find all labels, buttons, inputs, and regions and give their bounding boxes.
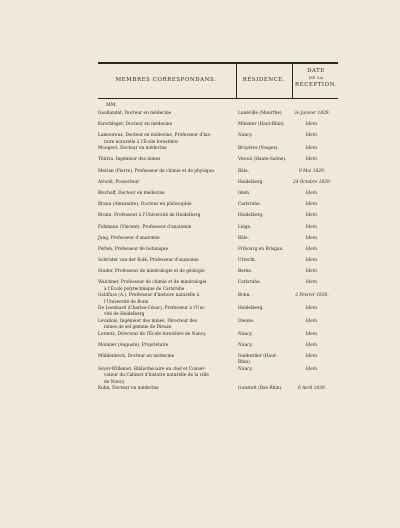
member-residence: Heidelberg. [238, 306, 264, 312]
member-name [98, 306, 234, 319]
table-row [98, 191, 338, 202]
member-name [98, 343, 234, 354]
member-residence: Bruyères (Vosges). [238, 146, 279, 152]
header-date-line1: DATE [307, 68, 325, 74]
member-name-text: Monnier (Auguste), Propriétaire [98, 342, 169, 348]
member-residence: Idem. [238, 190, 251, 196]
member-residence: Nancy. [238, 366, 253, 372]
member-residence: Nancy. [238, 133, 253, 139]
table-row [98, 111, 338, 122]
member-name [98, 280, 234, 293]
member-name-text: Levallois, Ingénieur des mines, Directeur des [98, 318, 198, 324]
reception-date: Idem. [305, 213, 319, 219]
reception-date: 9 Mai 1829. [298, 168, 326, 174]
member-name-continuation: l'Université de Bonn [104, 299, 149, 305]
table-row [98, 386, 338, 397]
member-name-text: Mougeot, Docteur en médecine [98, 146, 167, 152]
member-residence: Dieuze. [238, 318, 255, 324]
member-name-continuation: vateur du Cabinet d'histoire naturelle de la ville [104, 373, 209, 379]
member-name [98, 319, 234, 332]
table-row [98, 180, 338, 191]
header-divider-1 [236, 64, 237, 98]
member-name-text: Studer, Professeur de minéralogie et de géologie [98, 269, 205, 275]
member-residence: Fribourg en Brisgau. [238, 246, 284, 252]
member-name-text: Merian (Pierre), Professeur de chimie et de physique. [98, 168, 216, 174]
member-residence: Carlsruhe. [238, 280, 261, 286]
member-name-text: Schröder van der Kolk, Professeur d'anatomie [98, 258, 199, 264]
member-name [98, 236, 234, 247]
member-name-text: Jung, Professeur d'anatomie [98, 235, 160, 241]
reception-date: Idem. [305, 331, 319, 337]
reception-date: Idem. [305, 224, 319, 230]
reception-date: Idem. [305, 122, 319, 128]
member-residence: Münster (Haut-Rhin). [238, 122, 285, 128]
member-residence: Bonn. [238, 293, 251, 299]
header-divider-2 [292, 64, 293, 98]
table-row [98, 258, 338, 269]
table-row [98, 354, 338, 367]
member-name-continuation: à l'École polytechnique de Carlsruhe [104, 286, 185, 292]
member-residence: Nancy. [238, 331, 253, 337]
reception-date: Idem. [305, 146, 319, 152]
header-residence: RÉSIDENCE. [242, 77, 286, 83]
header-date-line2: DE LA [308, 74, 324, 80]
table-row [98, 280, 338, 293]
header-date [294, 68, 338, 88]
table-row [98, 367, 338, 386]
table-row [98, 169, 338, 180]
members-table [98, 62, 338, 397]
member-name-text: Mühlenbeck, Docteur en médecine [98, 354, 175, 360]
member-name [98, 258, 234, 269]
member-name [98, 169, 234, 180]
table-row [98, 225, 338, 236]
member-name [98, 122, 234, 133]
member-residence: Heidelberg. [238, 213, 264, 219]
table-row [98, 319, 338, 332]
member-name [98, 180, 234, 191]
table-row [98, 122, 338, 133]
member-name [98, 191, 234, 202]
reception-date: Idem. [305, 269, 319, 275]
table-row [98, 306, 338, 319]
member-residence: Nancy. [238, 342, 253, 348]
table-row [98, 157, 338, 168]
member-name-text: Gaullandot, Docteur en médecine [98, 111, 172, 116]
member-name-text: Braun (Alexandre), Docteur en philosophie [98, 202, 192, 208]
member-name [98, 386, 234, 397]
section-label: MM. [106, 103, 117, 108]
member-name [98, 146, 234, 157]
reception-date: 6 Avril 1830. [298, 386, 326, 392]
member-name-text: Fohmann (Vincent), Professeur d'anatomie [98, 224, 192, 230]
reception-date: Idem. [305, 246, 319, 252]
header-date-line3: RÉCEPTION. [295, 81, 337, 88]
member-name-text: De Leonhard (Charles-César), Professeur à l'Uni- [98, 306, 206, 312]
member-name-text: Walchner, Professeur de chimie et de minéralogie [98, 280, 207, 286]
member-name [98, 269, 234, 280]
member-residence: Gunstett (Bas-Rhin). [238, 386, 283, 392]
reception-date: 2 Février 1830. [295, 293, 329, 299]
reception-date: Idem. [305, 235, 319, 241]
member-name-text: Kuhn, Docteur en médecine [98, 386, 159, 392]
table-row [98, 133, 338, 146]
member-name-text: Soyer-Willemet, Bibliothécaire en chef et Conser- [98, 366, 206, 372]
reception-date: Idem. [305, 190, 319, 196]
table-row [98, 293, 338, 306]
table-row [98, 247, 338, 258]
member-name-text: Bronn, Professeur à l'Université de Heidelberg [98, 213, 201, 219]
member-residence: Bâle. [238, 235, 250, 241]
member-name [98, 247, 234, 258]
member-name [98, 213, 234, 224]
reception-date: Idem. [305, 202, 319, 208]
member-name-continuation: toire naturelle à l'École forestière [104, 139, 178, 145]
member-name-continuation: vité de Heidelberg [104, 312, 145, 318]
member-name-text: Perleb, Professeur de botanique [98, 246, 168, 252]
member-name [98, 293, 234, 306]
member-name [98, 133, 234, 146]
member-residence: Guebwiller (Haut-Rhin). [238, 354, 278, 366]
reception-date: Idem. [305, 280, 319, 286]
reception-date: Idem. [305, 258, 319, 264]
table-row [98, 146, 338, 157]
member-residence: Carlsruhe. [238, 202, 261, 208]
member-name [98, 157, 234, 168]
member-name [98, 111, 234, 122]
member-name-continuation: de Nancy [104, 379, 125, 385]
reception-date: Idem. [305, 318, 319, 324]
table-body [98, 111, 338, 397]
member-residence: Lunéville (Meurthe). [238, 111, 283, 116]
member-name [98, 367, 234, 386]
member-residence: Bâle. [238, 168, 250, 174]
header-members: MEMBRES CORRESPONDANS. [115, 77, 217, 83]
reception-date: Idem. [305, 366, 319, 372]
table-header [98, 64, 338, 99]
member-residence: Utrecht. [238, 258, 257, 264]
reception-date: Idem. [305, 157, 319, 163]
table-row [98, 343, 338, 354]
member-name-text: Arnold, Prosecteur [98, 179, 140, 185]
table-row [98, 213, 338, 224]
member-residence: Heidelberg. [238, 179, 264, 185]
member-residence: Berne. [238, 269, 253, 275]
table-row [98, 269, 338, 280]
reception-date: Idem. [305, 354, 319, 360]
reception-date: 24 Octobre 1829. [292, 179, 332, 185]
table-row [98, 332, 338, 343]
member-name [98, 225, 234, 236]
member-residence: Vesoul (Haute-Saône). [238, 157, 287, 163]
reception-date: 3o Janvier 1829. [294, 111, 330, 116]
reception-date: Idem. [305, 133, 319, 139]
member-name-continuation: mines de sel gemme de Dieuze [104, 325, 172, 331]
reception-date: Idem. [305, 342, 319, 348]
member-name-text: Thirria, Ingénieur des mines [98, 157, 161, 163]
member-name-text: Lamoureux, Docteur en médecine, Professeur d'his- [98, 133, 212, 139]
member-name-text: Kirschleger, Docteur en médecine [98, 122, 173, 128]
member-name [98, 354, 234, 367]
member-name-text: Lorentz, Directeur de l'École forestière de Nancy. [98, 331, 207, 337]
reception-date: Idem. [305, 306, 319, 312]
member-name-text: Goldfuss (A.), Professeur d'histoire naturelle à [98, 293, 200, 299]
member-residence: Liège. [238, 224, 252, 230]
member-name [98, 202, 234, 213]
table-row [98, 236, 338, 247]
member-name [98, 332, 234, 343]
member-name-text: Bischoff, Docteur en médecine [98, 190, 165, 196]
table-row [98, 202, 338, 213]
